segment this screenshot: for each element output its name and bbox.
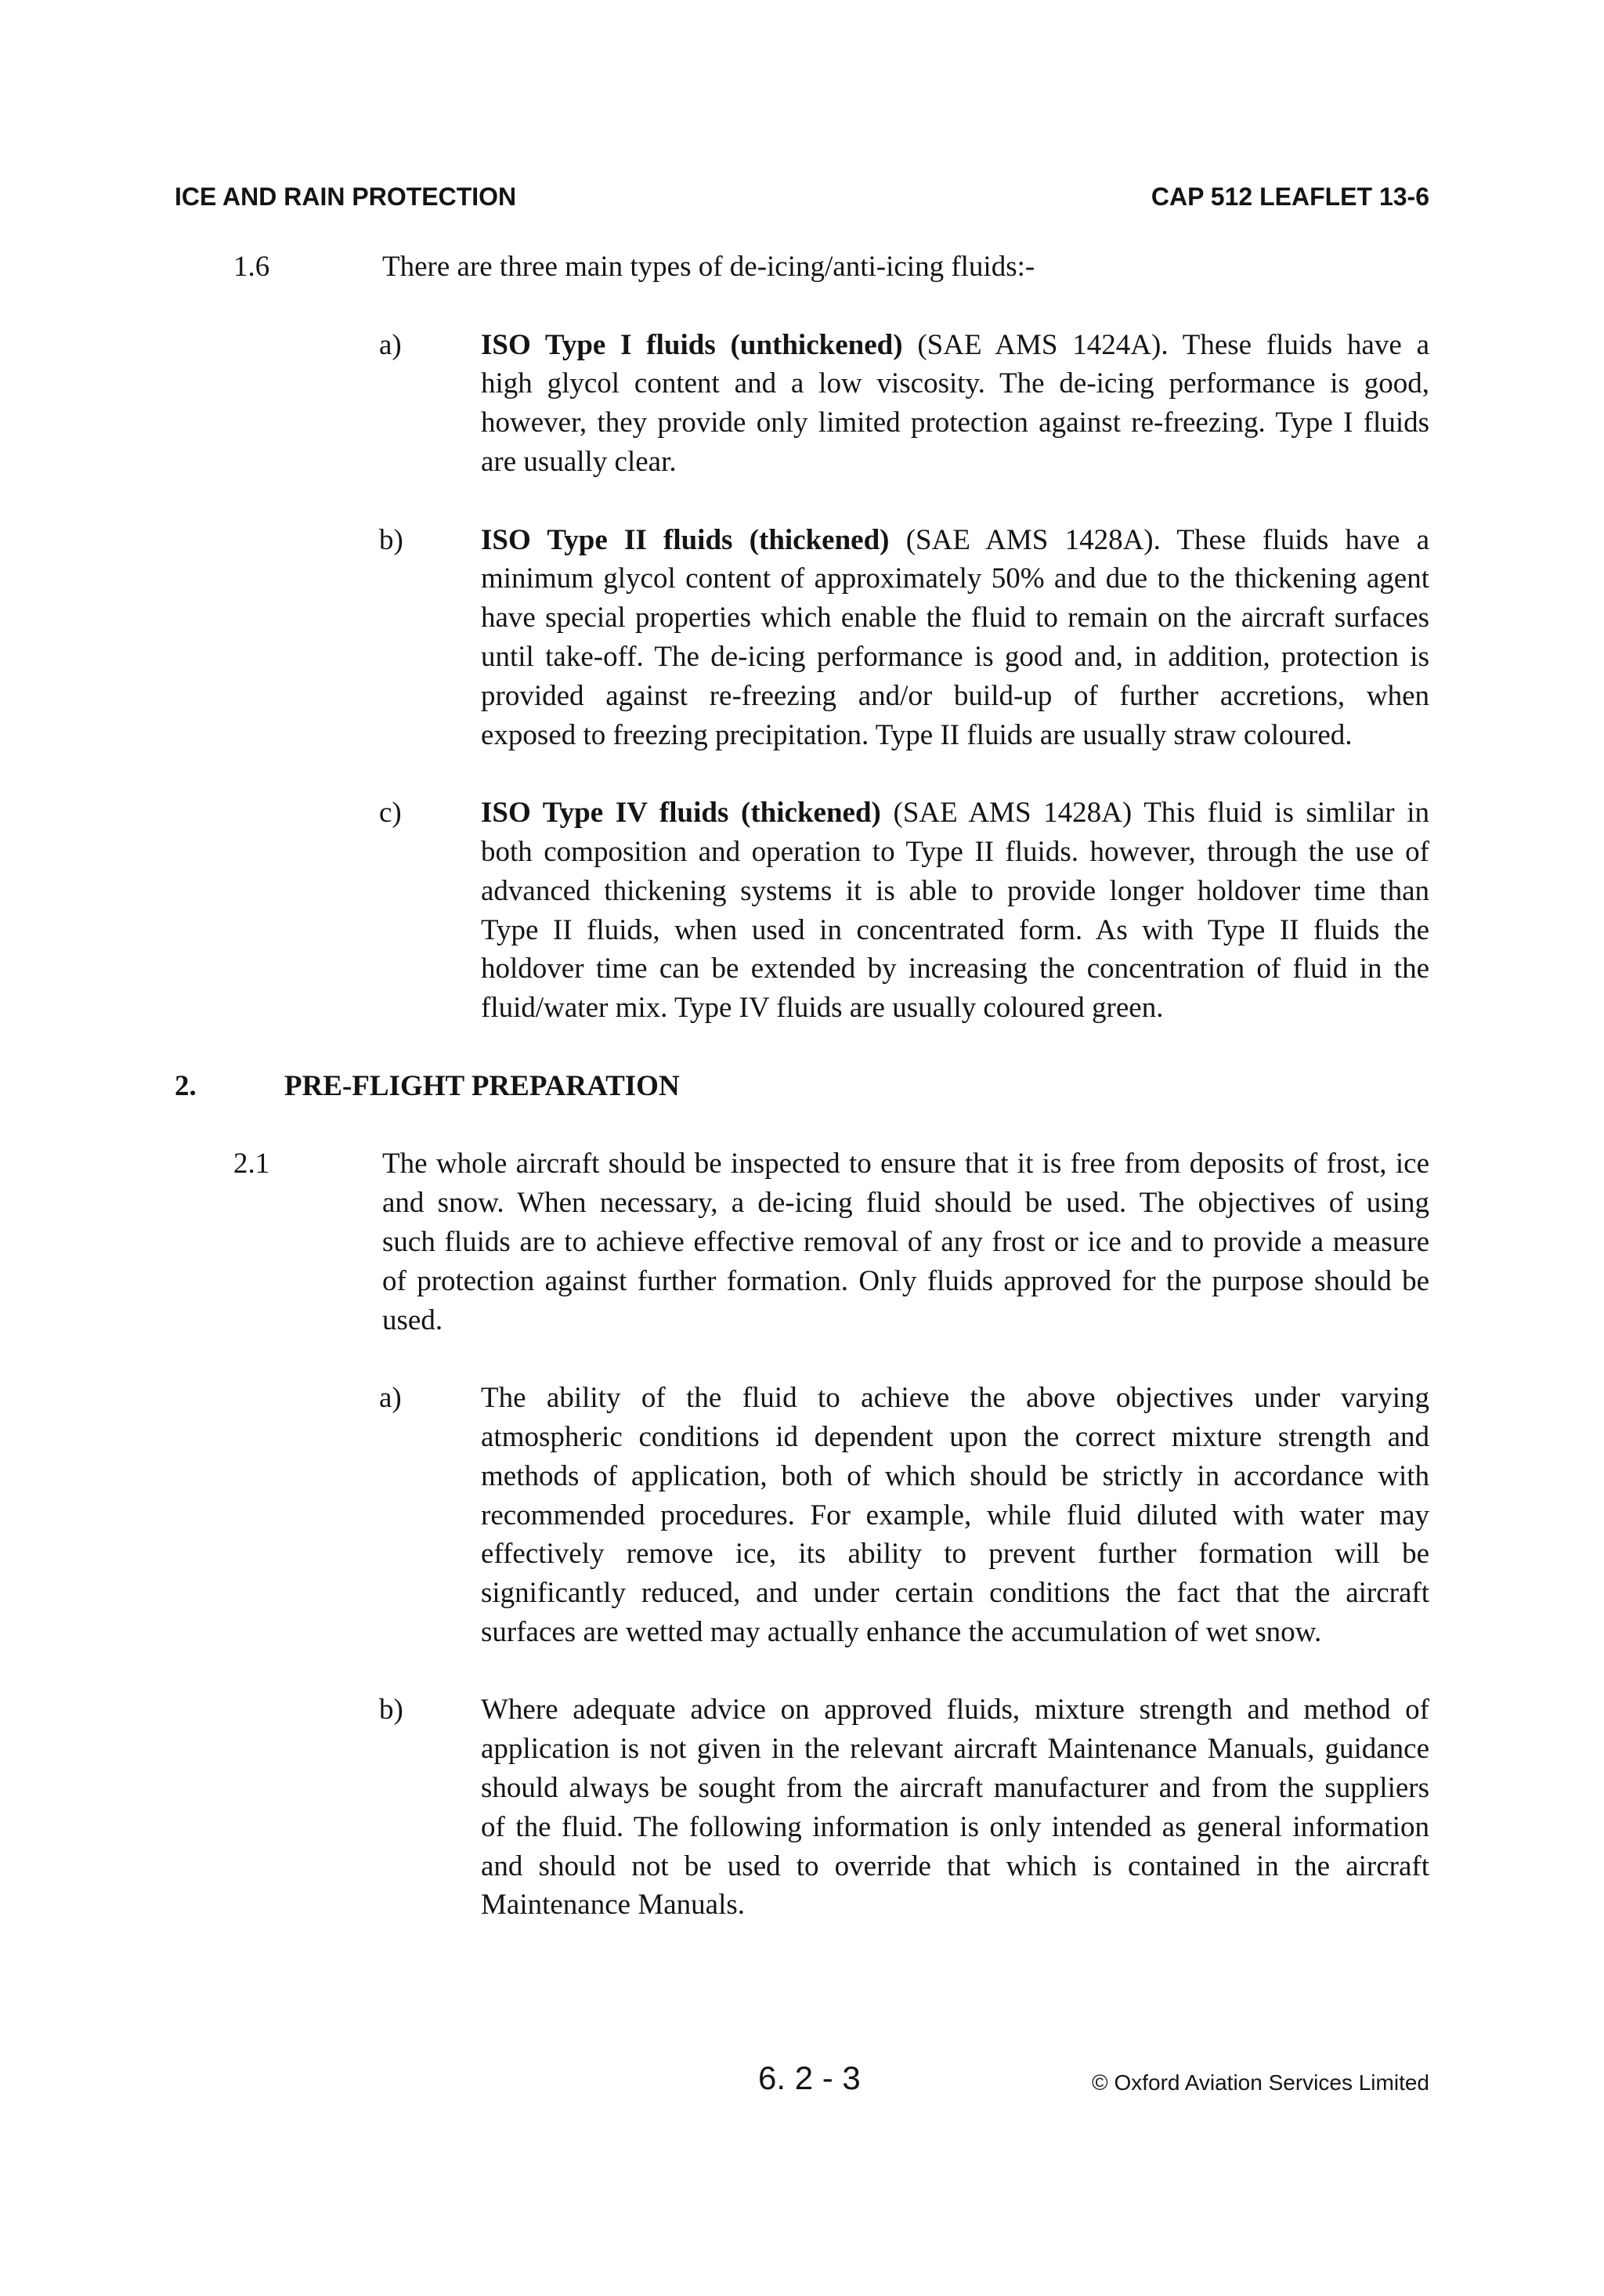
text-line: are usually clear.: [481, 445, 677, 478]
page-number: 6. 2 - 3: [758, 2059, 861, 2096]
text-line: recommended procedures. For example, while fluid diluted with water may: [481, 1499, 1429, 1531]
text-line: and should not be used to override that which is contained in the aircraft: [481, 1849, 1429, 1882]
section-heading-2: [0, 1067, 1604, 1106]
text-line: significantly reduced, and under certain conditions the fact that the aircraft: [481, 1577, 1429, 1610]
text-line: however, they provide only limited protection against re-freezing. Type I fluids: [481, 407, 1429, 439]
text-line: Maintenance Manuals.: [481, 1889, 745, 1922]
text-span: (SAE AMS 1424A). These fluids have a: [917, 328, 1429, 361]
text-line: [481, 326, 1429, 365]
text-line: until take-off. The de-icing performance is good and, in addition, protection is: [481, 640, 1429, 673]
header-title: ICE AND RAIN PROTECTION: [175, 183, 517, 211]
list-item-2-1-a: [0, 1379, 1604, 1652]
text-line: holdover time can be extended by increasing the concentration of fluid in the: [481, 953, 1429, 985]
list-item-label: b): [379, 1694, 403, 1727]
text-line: have special properties which enable the fluid to remain on the aircraft surfaces: [481, 602, 1429, 635]
text-line: such fluids are to achieve effective removal of any frost or ice and to provide a measure: [382, 1225, 1429, 1258]
text-line: of the fluid. The following information is only intended as general information: [481, 1810, 1429, 1843]
text-line: both composition and operation to Type II fluids. however, through the use of: [481, 835, 1429, 868]
list-item-text: [481, 521, 1429, 755]
paragraph-number: 1.6: [233, 251, 270, 283]
document-body: [0, 248, 1604, 1925]
text-line: provided against re-freezing and/or build-up of further accretions, when: [481, 679, 1429, 712]
list-item-label: a): [379, 1382, 402, 1415]
text-span: (SAE AMS 1428A) This fluid is simlilar in: [893, 797, 1429, 830]
text-line: There are three main types of de-icing/anti-icing fluids:-: [382, 251, 1035, 283]
list-item-text: [481, 326, 1429, 482]
text-line: The whole aircraft should be inspected to ensure that it is free from deposits of frost, ice: [382, 1148, 1429, 1181]
text-line: Type II fluids, when used in concentrated form. As with Type II fluids the: [481, 913, 1429, 946]
text-line: effectively remove ice, its ability to prevent further formation will be: [481, 1538, 1429, 1571]
list-item-text: [481, 1379, 1429, 1652]
section-number: 2.: [175, 1069, 197, 1102]
list-item-1-6-c: [0, 794, 1604, 1028]
list-item-text: [481, 1690, 1429, 1925]
fluid-type-heading: ISO Type I fluids (unthickened): [481, 328, 903, 361]
list-item-label: b): [379, 523, 403, 556]
paragraph-text: [382, 1144, 1429, 1340]
paragraph-2-1: [0, 1144, 1604, 1340]
text-line: advanced thickening systems it is able to provide longer holdover time than: [481, 874, 1429, 907]
list-item-1-6-a: [0, 326, 1604, 482]
text-line: application is not given in the relevant aircraft Maintenance Manuals, guidance: [481, 1733, 1429, 1766]
text-line: minimum glycol content of approximately 50% and due to the thickening agent: [481, 562, 1429, 595]
text-line: methods of application, both of which should be strictly in accordance with: [481, 1459, 1429, 1492]
text-line: fluid/water mix. Type IV fluids are usually coloured green.: [481, 992, 1164, 1025]
text-line: should always be sought from the aircraft manufacturer and from the suppliers: [481, 1772, 1429, 1805]
list-item-label: c): [379, 797, 402, 830]
text-line: The ability of the fluid to achieve the above objectives under varying: [481, 1382, 1429, 1415]
text-line: high glycol content and a low viscosity. The de-icing performance is good,: [481, 367, 1429, 400]
paragraph-text: [382, 248, 1429, 287]
text-line: used.: [382, 1303, 443, 1336]
text-line: exposed to freezing precipitation. Type II fluids are usually straw coloured.: [481, 718, 1353, 751]
text-span: (SAE AMS 1428A). These fluids have a: [905, 523, 1430, 556]
list-item-label: a): [379, 328, 402, 361]
text-line: surfaces are wetted may actually enhance the accumulation of wet snow.: [481, 1615, 1322, 1648]
text-line: of protection against further formation. Only fluids approved for the purpose should be: [382, 1264, 1429, 1297]
text-line: and snow. When necessary, a de-icing fluid should be used. The objectives of using: [382, 1187, 1429, 1220]
text-line: [481, 521, 1429, 560]
text-line: [481, 794, 1429, 833]
paragraph-number: 2.1: [233, 1148, 270, 1181]
list-item-1-6-b: [0, 521, 1604, 755]
paragraph-1-6: [0, 248, 1604, 287]
copyright-notice: © Oxford Aviation Services Limited: [1092, 2070, 1429, 2095]
section-title: PRE-FLIGHT PREPARATION: [284, 1069, 680, 1102]
fluid-type-heading: ISO Type IV fluids (thickened): [481, 797, 881, 830]
text-line: atmospheric conditions id dependent upon the correct mixture strength and: [481, 1420, 1429, 1453]
list-item-2-1-b: [0, 1690, 1604, 1925]
text-line: Where adequate advice on approved fluids, mixture strength and method of: [481, 1694, 1429, 1727]
fluid-type-heading: ISO Type II fluids (thickened): [481, 523, 890, 556]
header-doc-ref: CAP 512 LEAFLET 13-6: [1151, 183, 1429, 211]
list-item-text: [481, 794, 1429, 1028]
